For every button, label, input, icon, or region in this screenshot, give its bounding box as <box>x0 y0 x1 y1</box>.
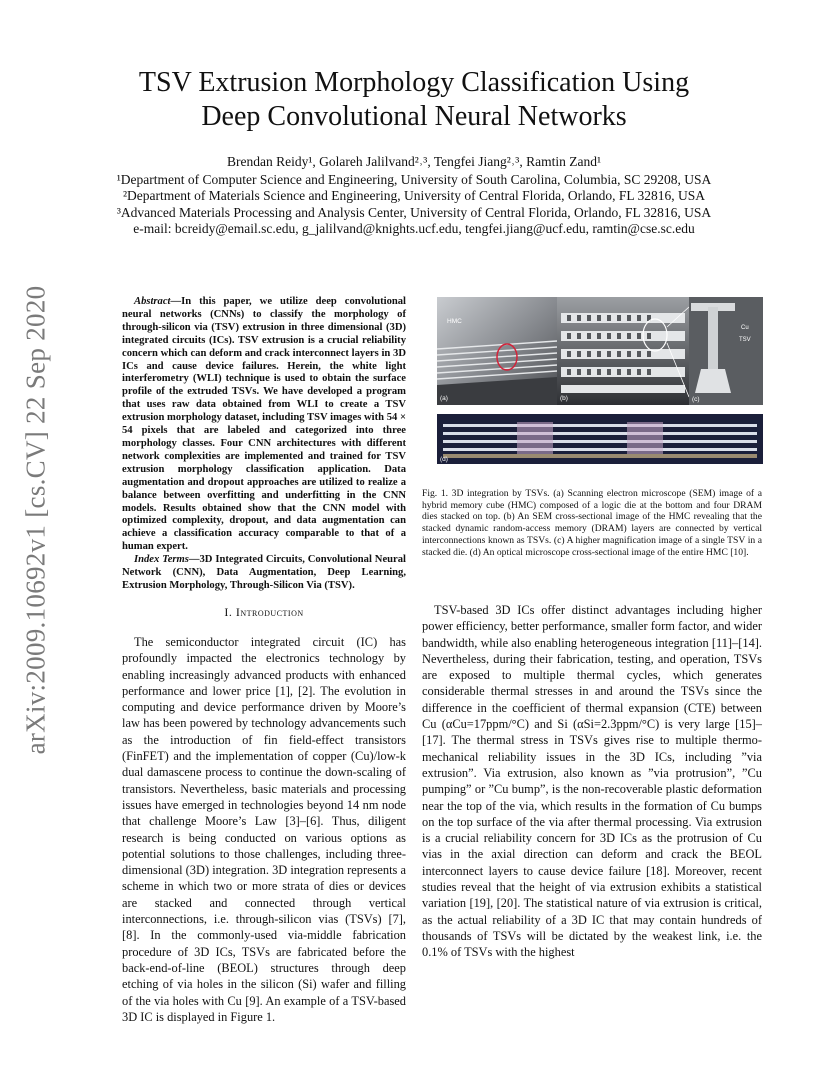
paper-title <box>60 66 768 134</box>
affiliation-2: ²Department of Materials Science and Engineering, University of Central Florida, Orlando, FL 32816, USA <box>122 188 706 203</box>
figure-panel-c <box>689 297 763 405</box>
intro-paragraph-2 <box>422 602 762 961</box>
figure-1-caption-text: Fig. 1. 3D integration by TSVs. (a) Scanning electron microscope (SEM) image of a hybrid memory cube (HMC) composed of a logic die at the bottom and four DRAM dies stacked on top. (b) An SEM cross-sectional image of the HMC revealing that the stacked dynamic random-access memory (DRAM) layers are connected by vertical interconnections known as TSVs. (c) A higher magnification image of a single TSV in a stacked die. (d) An optical microscope cross-sectional image of the entire HMC [10]. <box>422 488 762 558</box>
title-line-2: Deep Convolutional Neural Networks <box>201 101 627 132</box>
label-cu: Cu <box>741 325 749 331</box>
abstract-text: —In this paper, we utilize deep convolutional neural networks (CNNs) to classify the morphology of through-silicon via (TSV) extrusion in three dimensional (3D) integrated circuits (ICs). TSV extrusion is a crucial reliability concern which can deform and crack interconnect layers in 3D ICs and cause device failures. Herein, the white light interferometry (WLI) technique is used to obtain the surface profile of the extruded TSVs. We have developed a program that uses raw data obtained from WLI to create a TSV extrusion morphology dataset, including TSV images with 54 × 54 pixels that are labeled and categorized into three morphology classes. Four CNN architectures with different network complexities are implemented and trained for TSV extrusion morphology classification application. Data augmentation and dropout approaches are utilized to realize a balance between overfitting and underfitting in the CNN models. Results obtained show that the CNN model with optimized complexity, dropout, and data augmentation can achieve a classification accuracy comparable to that of a human expert. <box>122 296 406 553</box>
affiliation-1: ¹Department of Computer Science and Engineering, University of South Carolina, Columbia, SC 29208, USA <box>116 171 712 187</box>
label-a: (a) <box>440 395 448 402</box>
affiliation-3: ³Advanced Materials Processing and Analysis Center, University of Central Florida, Orlando, FL 32816, USA <box>116 204 712 220</box>
author-names: Brendan Reidy¹, Golareh Jalilvand²˒³, Tengfei Jiang²˒³, Ramtin Zand¹ <box>227 154 601 169</box>
index-terms-text: —3D Integrated Circuits, Convolutional Neural Network (CNN), Data Augmentation, Deep Learning, Extrusion Morphology, Through-Silicon Via (TSV). <box>122 554 406 591</box>
abstract-label: Abstract <box>134 296 171 307</box>
label-b: (b) <box>560 395 568 402</box>
intro-paragraph-1-text: The semiconductor integrated circuit (IC) has profoundly impacted the electronics technology by enabling increasingly advanced products with enhanced performance and lower price [1], [2]. The evolution in computing and device performance driven by Moore’s law has been powered by technology advancements such as the introduction of fin field-effect transistors (FinFET) and the implementation of copper (Cu)/low-k dual damascene process to continue the down-scaling of transistors. Nevertheless, basic materials and processing issues have emerged in technologies beyond 14 nm node that challenge Moore’s Law [3]–[6]. Thus, diligent research is being conducted on various options as potential solutions to those challenges, including three-dimensional (3D) integration. 3D integration represents a scheme in which two or more strata of dies or devices are stacked and connected through vertical interconnections, i.e. through-silicon vias (TSVs) [7], [8]. In the commonly-used via-middle fabrication procedure of 3D ICs, TSVs are fabricated before the back-end-of-line (BEOL) structures through deep etching of via holes in the silicon (Si) wafer and filling of the via holes with Cu [9]. An example of a TSV-based 3D IC is displayed in Figure 1. <box>122 635 406 1024</box>
intro-paragraph-1 <box>122 634 406 1025</box>
arxiv-identifier <box>20 285 52 755</box>
figure-1-panel-d <box>437 414 763 464</box>
label-c: (c) <box>692 396 700 403</box>
author-block <box>60 154 768 238</box>
figure-panel-a <box>437 297 557 405</box>
abstract <box>122 296 406 593</box>
intro-paragraph-2-text: TSV-based 3D ICs offer distinct advantages including higher power efficiency, better performance, smaller form factor, and wider bandwidth, while also enabling heterogeneous integration [11]–[14]. Nevertheless, during their fabrication, testing, and operation, TSVs are exposed to multiple thermal cycles, which generates considerable thermal stresses in and around the TSVs since the difference in the coefficient of thermal expansion (CTE) between Cu (αCu=17ppm/°C) and Si (αSi=2.3ppm/°C) is very large [15]–[17]. The thermal stress in TSVs gives rise to multiple thermo-mechanical reliability issues in the 3D ICs, including ”via extrusion”. Via extrusion, also known as ”via protrusion”, ”Cu pumping” or ”Cu bump”, is the non-recoverable plastic deformation near the top of the via, which results in the formation of Cu bumps on the top surface of the via after thermal processing. Via extrusion is a crucial reliability concern for 3D ICs as the protrusion of Cu vias in the axial direction can deform and crack the BEOL interconnect layers to cause device failure [18]. Moreover, recent studies reveal that the height of via extrusion exhibits a statistical variation [19], [20]. The statistical nature of via extrusion is critical, as the actual reliability of a 3D IC that may contain hundreds of thousands of TSVs will be dictated by the weakest link, i.e. the 0.1% of TSVs with the highest <box>422 603 762 960</box>
label-tsv: TSV <box>739 337 751 343</box>
title-line-1: TSV Extrusion Morphology Classification Using <box>138 67 690 98</box>
section-heading-introduction: I. Introduction <box>224 605 304 619</box>
author-emails: e-mail: bcreidy@email.sc.edu, g_jalilvand@knights.ucf.edu, tengfei.jiang@ucf.edu, ramtin@cse.sc.edu <box>133 221 695 236</box>
section-name: Introduction <box>235 605 304 619</box>
index-terms-label: Index Terms <box>134 554 189 566</box>
figure-panel-b <box>557 297 689 405</box>
arxiv-id-text: arXiv:2009.10692v1 [cs.CV] 22 Sep 2020 <box>20 285 51 755</box>
figure-1-caption <box>422 488 762 558</box>
label-d: (d) <box>440 456 448 463</box>
label-hmc: HMC <box>447 318 462 325</box>
